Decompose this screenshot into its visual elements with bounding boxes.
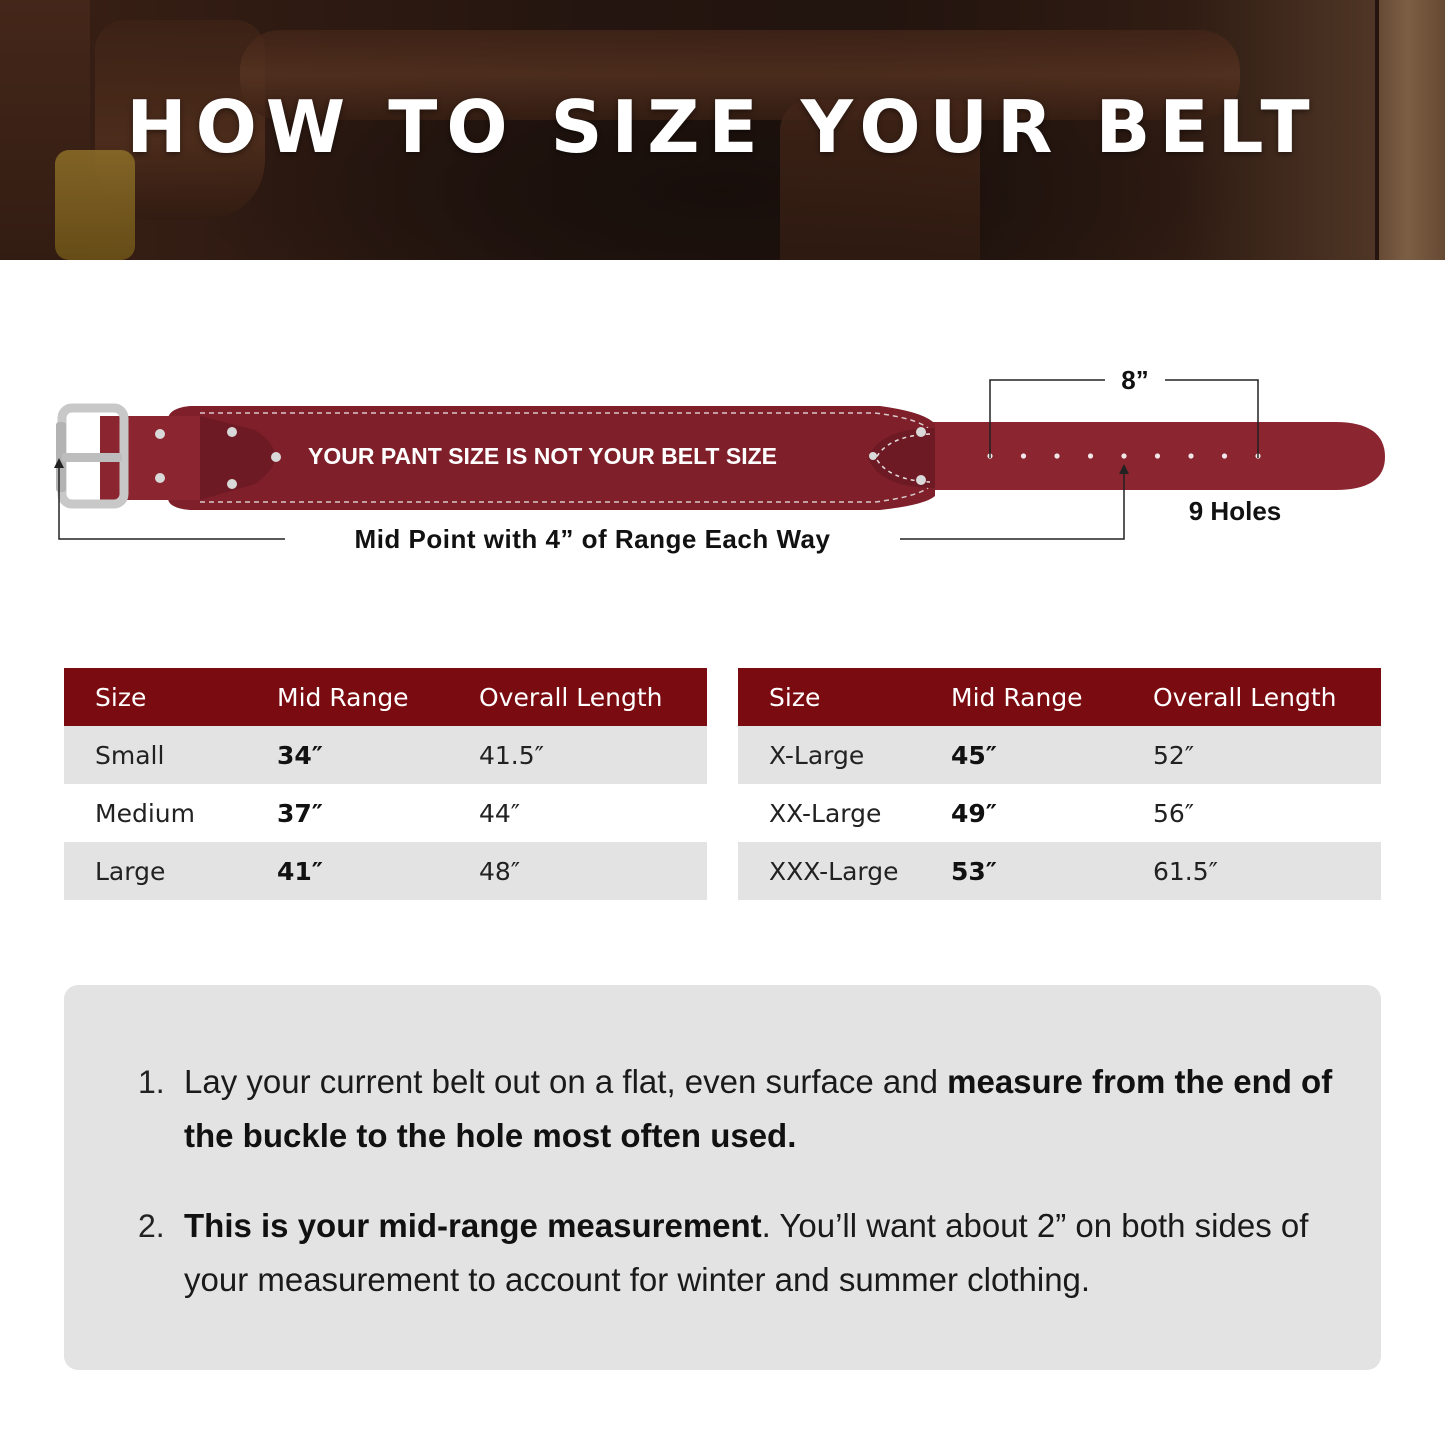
step-number: 2.: [138, 1208, 165, 1244]
column-header-overall-length: Overall Length: [448, 668, 707, 726]
column-header-size: Size: [64, 668, 246, 726]
size-table-right: [738, 668, 1381, 900]
size-table-left: [64, 668, 707, 900]
cell-overall-length: 61.5″: [1122, 842, 1381, 900]
column-header-mid-range: Mid Range: [920, 668, 1122, 726]
table-row: [64, 726, 707, 784]
step-number: 1.: [138, 1064, 165, 1100]
table-row: [738, 842, 1381, 900]
cell-size: Small: [64, 726, 246, 784]
table-header-row: [64, 668, 707, 726]
table-row: [738, 726, 1381, 784]
page-title: HOW TO SIZE YOUR BELT: [126, 85, 1319, 169]
belt-hole: [1121, 453, 1126, 458]
cell-mid-range: 45″: [920, 726, 1122, 784]
cell-mid-range: 53″: [920, 842, 1122, 900]
cell-size: X-Large: [738, 726, 920, 784]
belt-diagram: [0, 350, 1445, 580]
cell-overall-length: 48″: [448, 842, 707, 900]
belt-hole: [1088, 453, 1093, 458]
midpoint-label: Mid Point with 4” of Range Each Way: [354, 524, 831, 554]
cell-mid-range: 34″: [246, 726, 448, 784]
belt-hole: [1188, 453, 1193, 458]
hero-banner: [0, 0, 1445, 260]
step-text-after: . You’ll want about 2” on both sides of your measurement to account for winter and summer clothing.: [184, 1207, 1309, 1298]
table-header-row: [738, 668, 1381, 726]
cell-overall-length: 41.5″: [448, 726, 707, 784]
holes-label: 9 Holes: [1188, 496, 1282, 526]
table-row: [738, 784, 1381, 842]
table-row: [64, 784, 707, 842]
measure-label: 8”: [1121, 365, 1149, 395]
cell-mid-range: 41″: [246, 842, 448, 900]
belt-hole: [1054, 453, 1059, 458]
cell-size: Medium: [64, 784, 246, 842]
column-header-size: Size: [738, 668, 920, 726]
cell-overall-length: 56″: [1122, 784, 1381, 842]
belt-hole: [1222, 453, 1227, 458]
belt-hole: [1155, 453, 1160, 458]
cell-size: XXX-Large: [738, 842, 920, 900]
step-text-bold: measure from the end of the buckle to the hole most often used.: [184, 1063, 1333, 1154]
step-text-bold-strong: mid-range measurement: [378, 1207, 762, 1244]
cell-mid-range: 37″: [246, 784, 448, 842]
table-row: [64, 842, 707, 900]
step-text: [184, 1055, 1344, 1163]
cell-overall-length: 44″: [448, 784, 707, 842]
column-header-overall-length: Overall Length: [1122, 668, 1381, 726]
belt-strap: [880, 422, 1385, 490]
belt-hole: [1021, 453, 1026, 458]
cell-overall-length: 52″: [1122, 726, 1381, 784]
step-text: [184, 1199, 1344, 1307]
step-text-plain: Lay your current belt out on a flat, even surface and: [184, 1063, 948, 1100]
step-text-bold-lead: This is your: [184, 1207, 379, 1244]
column-header-mid-range: Mid Range: [246, 668, 448, 726]
cell-mid-range: 49″: [920, 784, 1122, 842]
cell-size: Large: [64, 842, 246, 900]
cell-size: XX-Large: [738, 784, 920, 842]
instructions-panel: [64, 985, 1381, 1370]
belt-callout-text: YOUR PANT SIZE IS NOT YOUR BELT SIZE: [308, 443, 777, 469]
